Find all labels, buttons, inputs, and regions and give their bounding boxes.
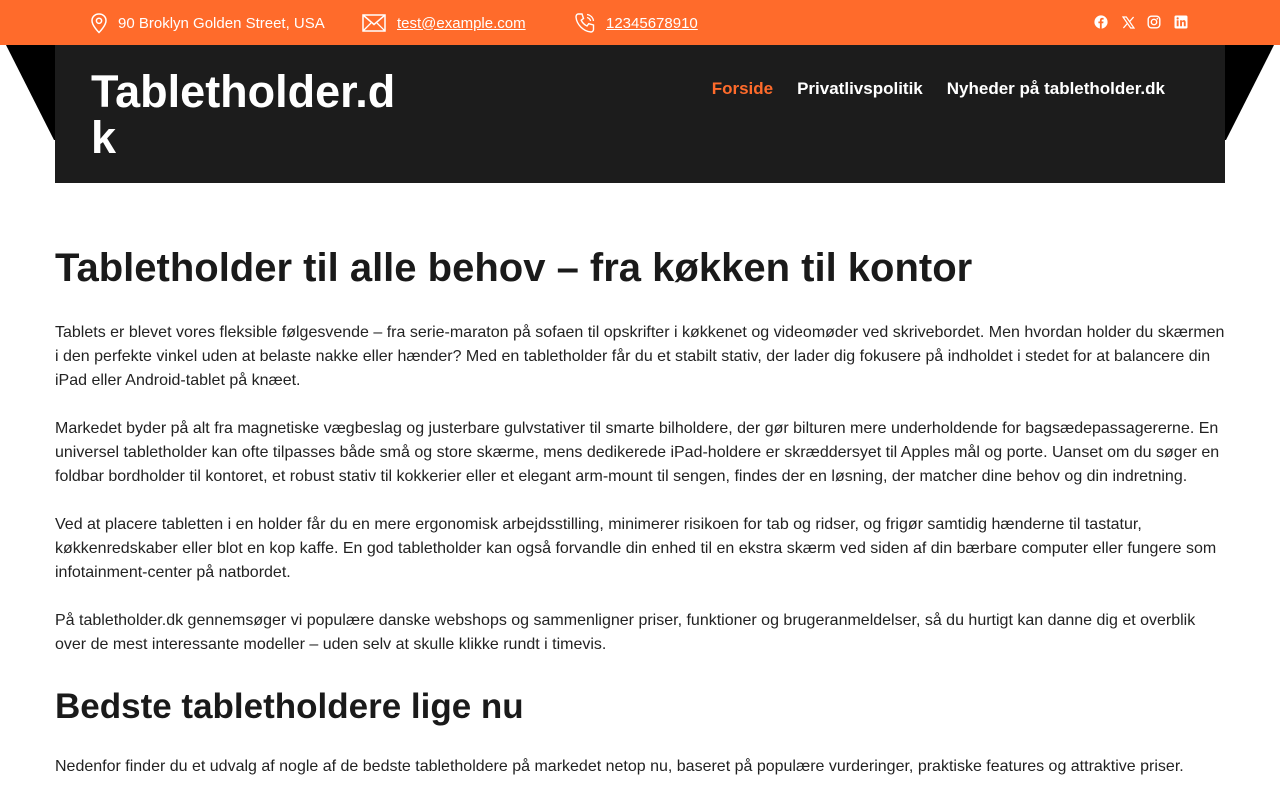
nav-item-forside[interactable]: Forside — [711, 79, 774, 98]
site-header — [55, 45, 1225, 183]
nav-item-privatlivspolitik[interactable]: Privatlivspolitik — [797, 79, 923, 98]
facebook-icon[interactable] — [1093, 14, 1109, 30]
address-item — [89, 12, 325, 34]
phone-icon — [574, 12, 596, 34]
email-link[interactable]: test@example.com — [397, 14, 526, 32]
phone-item[interactable] — [574, 12, 698, 34]
top-bar — [0, 0, 1280, 45]
email-item[interactable] — [362, 12, 526, 34]
address-text: 90 Broklyn Golden Street, USA — [118, 14, 325, 32]
page-title: Tabletholder til alle behov – fra køkken til kontor — [55, 246, 973, 290]
site-logo[interactable]: Tabletholder.dk — [91, 66, 396, 163]
x-icon[interactable] — [1120, 14, 1136, 30]
section-title: Bedste tabletholdere lige nu — [55, 687, 524, 726]
main-content — [55, 244, 1225, 779]
location-pin-icon — [89, 12, 109, 34]
linkedin-icon[interactable] — [1173, 14, 1189, 30]
paragraph: Ved at placere tabletten i en holder får du en mere ergonomisk arbejdsstilling, minimerer risikoen for tab og ridser, og frigør samtidig hænderne til tastatur, køkkenredskaber eller blot en kop kaffe. En god tabletholder kan også forvandle din enhed til en ekstra skærm ved siden af din bærbare computer eller fungere som infotainment-center på natbordet. — [55, 516, 1217, 581]
envelope-icon — [362, 13, 386, 33]
main-navigation — [712, 79, 1165, 99]
paragraph: Markedet byder på alt fra magnetiske vægbeslag og justerbare gulvstativer til smarte bilholdere, der gør bilturen mere underholdende for bagsædepassagererne. En universel tabletholder kan ofte tilpasses både små og store skærme, mens dedikerede iPad-holdere er skræddersyet til Apples mål og porte. Uanset om du søger en foldbar bordholder til kontoret, et robust stativ til kokkerier eller et elegant arm-mount til sengen, findes der en løsning, der matcher dine behov og din indretning. — [55, 420, 1220, 485]
section-intro: Nedenfor finder du et udvalg af nogle af de bedste tabletholdere på markedet netop nu, baseret på populære vurderinger, praktiske features og attraktive priser. — [55, 758, 1184, 775]
phone-link[interactable]: 12345678910 — [606, 14, 698, 32]
paragraph: Tablets er blevet vores fleksible følgesvende – fra serie-maraton på sofaen til opskrifter i køkkenet og videomøder ved skrivebordet. Men hvordan holder du skærmen i den perfekte vinkel uden at belaste nakke eller hænder? Med en tabletholder får du et stabilt stativ, der lader dig fokusere på indholdet i stedet for at balancere din iPad eller Android-tablet på knæet. — [55, 324, 1225, 389]
paragraph: På tabletholder.dk gennemsøger vi populære danske webshops og sammenligner priser, funktioner og brugeranmeldelser, så du hurtigt kan danne dig et overblik over de mest interessante modeller – uden selv at skulle klikke rundt i timevis. — [55, 612, 1196, 653]
instagram-icon[interactable] — [1146, 14, 1162, 30]
nav-item-nyheder[interactable]: Nyheder på tabletholder.dk — [946, 79, 1165, 98]
